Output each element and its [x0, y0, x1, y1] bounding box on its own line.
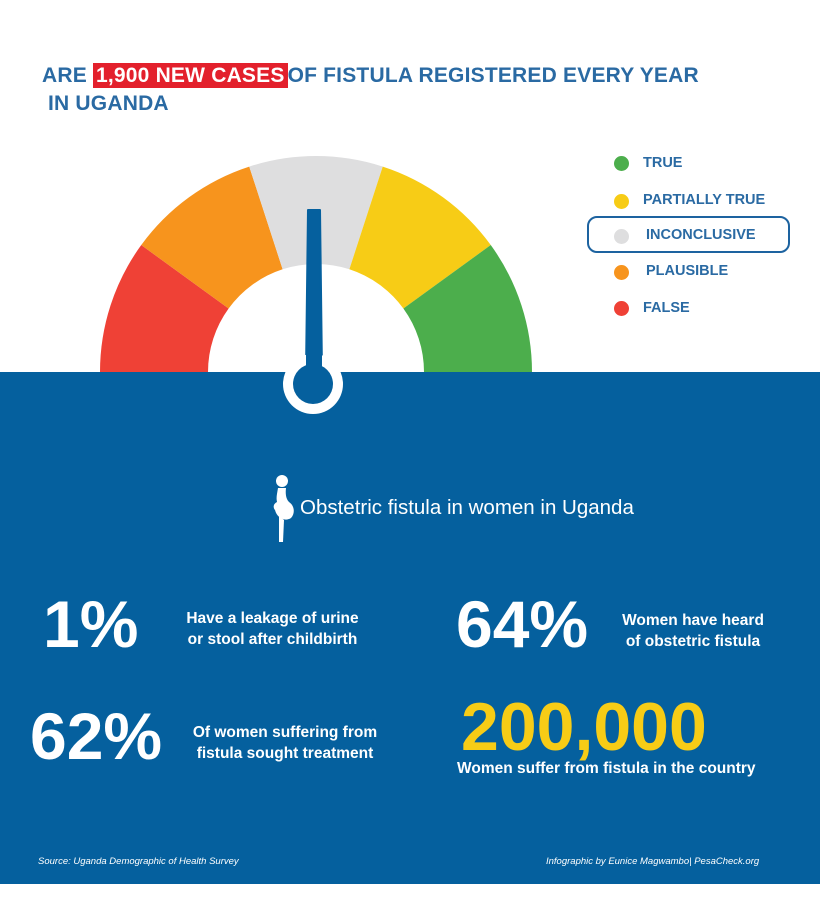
legend-label-plausible: PLAUSIBLE [646, 263, 729, 279]
stat-value-leakage: 1% [43, 587, 139, 661]
gauge-needle [0, 0, 834, 440]
stat-desc-treatment-line2: fistula sought treatment [196, 745, 374, 762]
stat-value-heard: 64% [456, 587, 589, 661]
panel-subtitle: Obstetric fistula in women in Uganda [300, 496, 634, 519]
stat-desc-leakage-line1: Have a leakage of urine [186, 610, 359, 627]
headline-highlight: 1,900 NEW CASES [93, 63, 288, 88]
stat-desc-treatment-line1: Of women suffering from [192, 724, 378, 741]
stat-desc-heard-line2: of obstetric fistula [625, 633, 761, 650]
legend-label-partially-true: PARTIALLY TRUE [643, 192, 766, 208]
headline-line2: IN UGANDA [48, 92, 169, 115]
stat-value-treatment: 62% [30, 699, 163, 773]
stat-value-total: 200,000 [461, 689, 707, 765]
stat-desc-leakage [170, 608, 375, 650]
legend-label-inconclusive: INCONCLUSIVE [646, 227, 756, 243]
footer-credit: Infographic by Eunice Magwambo| PesaCheck.org [546, 856, 760, 867]
headline-prefix: ARE [42, 64, 93, 87]
legend-label-false: FALSE [643, 300, 690, 316]
stat-desc-heard-line1: Women have heard [622, 612, 764, 629]
pregnant-woman-icon [271, 474, 297, 546]
headline-suffix: OF FISTULA REGISTERED EVERY YEAR [287, 64, 699, 87]
needle-stem-icon [306, 330, 322, 374]
footer-source: Source: Uganda Demographic of Health Survey [38, 856, 239, 867]
stat-desc-total: Women suffer from fistula in the country [457, 760, 756, 777]
stat-desc-heard [606, 610, 780, 652]
legend-label-true: TRUE [643, 155, 683, 171]
stat-desc-leakage-line2: or stool after childbirth [187, 631, 358, 648]
stat-desc-treatment [176, 722, 394, 764]
